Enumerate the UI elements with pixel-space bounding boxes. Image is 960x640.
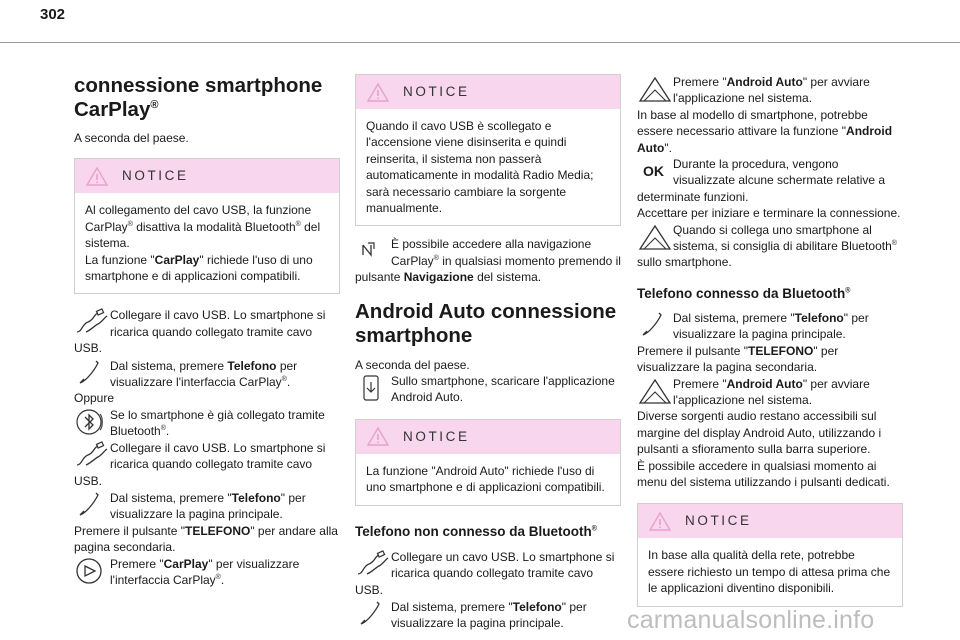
step-bold: Telefono bbox=[231, 490, 281, 505]
phone-handset-icon bbox=[74, 491, 110, 519]
paragraph-bold: TELEFONO bbox=[747, 343, 814, 358]
step-text: sullo smartphone. bbox=[637, 255, 732, 270]
warning-icon bbox=[367, 83, 389, 102]
step-press-android-auto bbox=[637, 74, 903, 107]
notice-text: La funzione " bbox=[85, 252, 155, 267]
notice-body: La funzione "Android Auto" richiede l'uso di uno smartphone e di applicazioni compatibili. bbox=[366, 463, 605, 495]
notice-bold: CarPlay bbox=[154, 252, 200, 267]
notice-text: " richiede l'uso di uno smartphone e di applicazioni compatibili. bbox=[85, 252, 313, 284]
step-text: Premere " bbox=[110, 556, 164, 571]
accept-connection-text: Accettare per iniziare e terminare la connessione. bbox=[637, 206, 901, 221]
notice-body: In base alla qualità della rete, potrebbe essere richiesto un tempo di attesa prima che le applicazioni diventino disponibili. bbox=[648, 548, 891, 596]
step-enable-bluetooth bbox=[637, 222, 903, 271]
android-auto-icon bbox=[637, 377, 673, 405]
step-press-carplay bbox=[74, 556, 340, 589]
notice-box-carplay bbox=[74, 158, 340, 294]
carplay-heading-line1: connessione smartphone bbox=[74, 74, 323, 97]
step-ok-screens bbox=[637, 156, 903, 205]
oppure-text: Oppure bbox=[74, 391, 115, 406]
connected-bluetooth-heading bbox=[637, 285, 903, 303]
step-press-telefono-android bbox=[355, 599, 621, 632]
step-text: per visualizzare l'interfaccia CarPlay bbox=[110, 358, 298, 390]
step-bold: Android Auto bbox=[726, 376, 803, 391]
registered-mark: ® bbox=[215, 573, 221, 581]
step-text: in qualsiasi momento premendo il pulsante bbox=[355, 253, 621, 285]
notice-text: disattiva la modalità Bluetooth bbox=[132, 219, 296, 234]
top-divider bbox=[0, 42, 960, 43]
android-heading-line2: smartphone bbox=[355, 323, 473, 347]
notice-header bbox=[638, 504, 902, 538]
phone-handset-icon bbox=[637, 311, 673, 339]
page-number: 302 bbox=[40, 6, 66, 23]
registered-mark: ® bbox=[433, 254, 439, 262]
notice-text: Al collegamento del cavo USB, la funzione CarPlay bbox=[85, 203, 312, 234]
notice-box-network bbox=[637, 503, 903, 606]
step-usb-cable bbox=[74, 307, 340, 356]
step-text: Premere " bbox=[673, 376, 727, 391]
step-text: Dal sistema, premere " bbox=[110, 490, 232, 505]
step-usb-cable-android bbox=[355, 549, 621, 598]
step-download-app bbox=[355, 373, 621, 406]
heading-text: Telefono connesso da Bluetooth bbox=[637, 285, 846, 301]
step-bold: Telefono bbox=[227, 358, 277, 373]
notice-title: NOTICE bbox=[685, 513, 752, 529]
carplay-heading-line2: CarPlay bbox=[74, 98, 151, 121]
step-text: . bbox=[286, 375, 291, 390]
notice-title: NOTICE bbox=[403, 428, 470, 444]
step-press-telefono-2 bbox=[74, 490, 340, 523]
warning-icon bbox=[86, 167, 108, 186]
warning-icon bbox=[367, 427, 389, 446]
notice-body: Quando il cavo USB è scollegato e l'accensione viene disinserita e quindi reinserita, il sistema non passerà automaticamente in modalità Radio Media; sarà necessario cambiare la sorgente manualmente. bbox=[366, 119, 594, 216]
android-auto-icon bbox=[637, 75, 673, 103]
notice-box-android bbox=[355, 419, 621, 506]
usb-cable-icon bbox=[355, 550, 391, 578]
paragraph-bold: Android Auto bbox=[637, 124, 893, 155]
step-bold: CarPlay bbox=[163, 556, 209, 571]
notice-body bbox=[75, 193, 339, 293]
step-press-android-auto-2 bbox=[637, 376, 903, 409]
not-connected-bluetooth-heading bbox=[355, 523, 621, 541]
notice-box-usb-disconnect bbox=[355, 74, 621, 226]
step-bold: Navigazione bbox=[403, 270, 474, 285]
step-text: " per visualizzare la pagina principale. bbox=[391, 599, 587, 631]
step-bluetooth bbox=[74, 407, 340, 440]
paragraph-text: " per andare alla pagina secondaria. bbox=[74, 523, 338, 555]
step-text: . bbox=[220, 572, 225, 587]
android-auto-heading bbox=[355, 300, 621, 348]
phone-handset-icon bbox=[355, 600, 391, 628]
paragraph-bold: TELEFONO bbox=[184, 523, 251, 538]
step-text: " per visualizzare la pagina principale. bbox=[110, 490, 306, 522]
telefono-secondary-text bbox=[637, 343, 903, 376]
step-text: Durante la procedura, vengono visualizzate alcune schermate relative a determinate funzioni. bbox=[637, 157, 886, 204]
column-3 bbox=[637, 74, 903, 607]
notice-title: NOTICE bbox=[403, 83, 470, 99]
step-text: Dal sistema, premere bbox=[110, 358, 228, 373]
step-text: Dal sistema, premere " bbox=[391, 599, 513, 614]
step-text: Collegare un cavo USB. Lo smartphone si ricarica quando collegato tramite cavo USB. bbox=[355, 549, 615, 597]
step-bold: Telefono bbox=[512, 599, 562, 614]
step-text: È possibile accedere alla navigazione CarPlay bbox=[391, 237, 592, 268]
carplay-icon bbox=[74, 557, 110, 585]
android-intro: A seconda del paese. bbox=[355, 357, 470, 372]
paragraph-text: ". bbox=[664, 140, 672, 155]
step-bold: Telefono bbox=[794, 310, 844, 325]
column-2 bbox=[355, 74, 621, 632]
step-text: Collegare il cavo USB. Lo smartphone si ricarica quando collegato tramite cavo USB. bbox=[74, 308, 326, 356]
activate-android-auto-text bbox=[637, 107, 903, 156]
column-1 bbox=[74, 74, 340, 588]
paragraph-text: Premere il pulsante " bbox=[637, 343, 748, 358]
navigation-icon bbox=[355, 237, 391, 265]
paragraph-text: In base al modello di smartphone, potrebbe essere necessario attivare la funzione " bbox=[637, 107, 868, 139]
usb-cable-icon bbox=[74, 308, 110, 336]
system-menus-text: È possibile accedere in qualsiasi momento ai menu del sistema utilizzando i pulsanti dedicati. bbox=[637, 458, 890, 489]
smartphone-download-icon bbox=[355, 374, 391, 402]
step-text: Collegare il cavo USB. Lo smartphone si ricarica quando collegato tramite cavo USB. bbox=[74, 440, 326, 488]
usb-cable-icon bbox=[74, 441, 110, 469]
android-auto-icon bbox=[637, 223, 673, 251]
step-text: del sistema. bbox=[473, 270, 542, 285]
notice-text: del sistema. bbox=[85, 219, 321, 251]
carplay-intro: A seconda del paese. bbox=[74, 131, 189, 145]
ok-icon: OK bbox=[643, 163, 664, 180]
warning-icon bbox=[649, 512, 671, 531]
registered-mark: ® bbox=[150, 99, 159, 112]
watermark-text: carmanualsonline.info bbox=[627, 606, 875, 634]
notice-header bbox=[356, 75, 620, 109]
phone-handset-icon bbox=[74, 359, 110, 387]
step-text: " per visualizzare la pagina principale. bbox=[673, 310, 869, 342]
paragraph-text: " per visualizzare la pagina secondaria. bbox=[637, 343, 839, 375]
step-usb-cable-2 bbox=[74, 440, 340, 489]
step-text: Quando si collega uno smartphone al sistema, si consiglia di abilitare Bluetooth bbox=[673, 222, 892, 254]
registered-mark: ® bbox=[281, 376, 287, 384]
registered-mark: ® bbox=[845, 287, 851, 295]
step-navigation bbox=[355, 236, 621, 285]
step-text: Premere " bbox=[673, 75, 727, 89]
registered-mark: ® bbox=[891, 240, 897, 248]
audio-sources-text: Diverse sorgenti audio restano accessibili sul margine del display Android Auto, utilizzando i pulsanti a sfioramento sulla barra superiore. bbox=[637, 409, 882, 457]
step-text: " per visualizzare l'interfaccia CarPlay bbox=[110, 556, 300, 587]
step-text: . bbox=[165, 424, 170, 439]
carplay-heading bbox=[74, 74, 340, 122]
registered-mark: ® bbox=[295, 220, 301, 228]
notice-header bbox=[75, 159, 339, 193]
step-text: Se lo smartphone è già collegato tramite Bluetooth bbox=[110, 407, 325, 439]
step-text: Dal sistema, premere " bbox=[673, 310, 795, 325]
registered-mark: ® bbox=[591, 525, 597, 533]
heading-text: Telefono non connesso da Bluetooth bbox=[355, 523, 592, 539]
step-bold: Android Auto bbox=[726, 75, 803, 89]
registered-mark: ® bbox=[127, 220, 133, 228]
notice-title: NOTICE bbox=[122, 168, 189, 184]
android-heading-line1: Android Auto connessione bbox=[355, 299, 617, 323]
step-text: " per avviare l'applicazione nel sistema. bbox=[673, 376, 870, 407]
step-text: Sullo smartphone, scaricare l'applicazione Android Auto. bbox=[391, 374, 615, 405]
step-press-telefono-bt bbox=[637, 310, 903, 343]
notice-header bbox=[356, 420, 620, 454]
paragraph-text: Premere il pulsante " bbox=[74, 523, 185, 538]
bluetooth-icon bbox=[74, 408, 110, 436]
telefono-button-text bbox=[74, 523, 340, 556]
registered-mark: ® bbox=[160, 425, 166, 433]
step-press-telefono bbox=[74, 358, 340, 391]
step-text: " per avviare l'applicazione nel sistema. bbox=[673, 75, 870, 106]
